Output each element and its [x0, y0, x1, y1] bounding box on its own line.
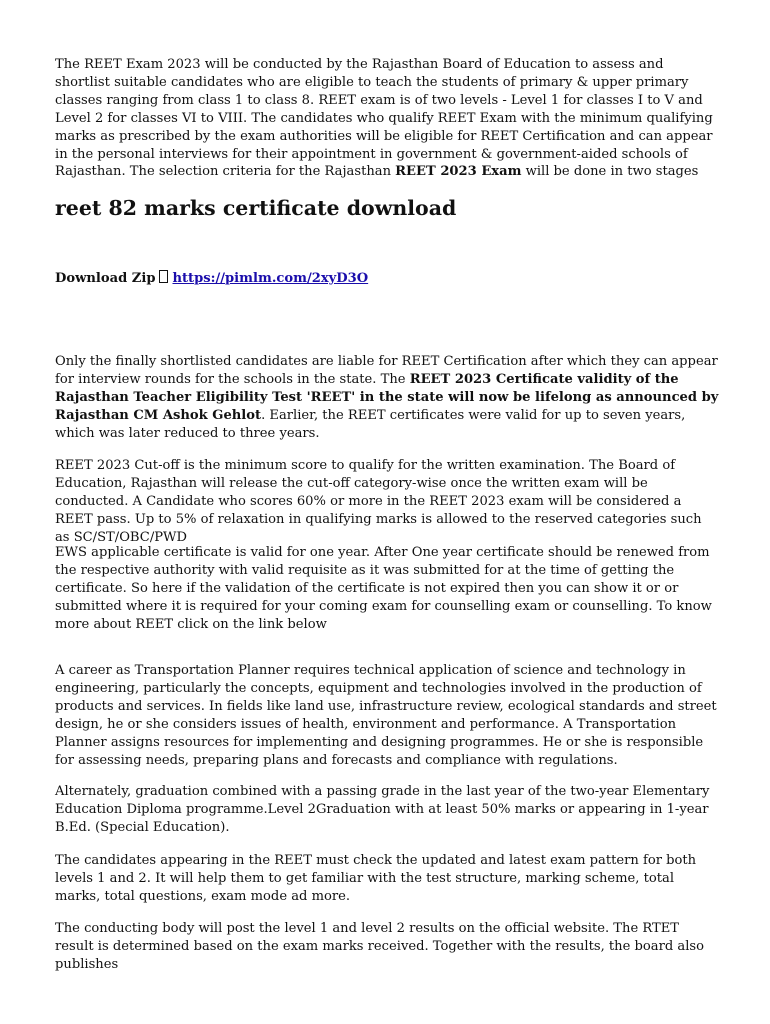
arrow-icon: [159, 270, 168, 283]
page-title: reet 82 marks certificate download: [55, 196, 457, 220]
paragraph-exam-pattern: The candidates appearing in the REET must check the updated and latest exam pattern for both levels 1 and 2. It will help them to get familiar with the test structure, marking scheme, total marks, total questions, exam mode ad more.: [55, 853, 697, 904]
download-label: Download Zip: [55, 271, 156, 286]
paragraph-cutoff: REET 2023 Cut-off is the minimum score to qualify for the written examination. The Board of Education, Rajasthan will release the cut-off category-wise once the written exam will be conducted. A Candidate who scores 60% or more in the REET 2023 exam will be considered a REET pass. Up to 5% of relaxation in qualifying marks is allowed to the reserved categories such as SC/ST/OBC/PWD: [55, 458, 702, 545]
para1-bold: REET 2023 Certificate validity of the Rajasthan Teacher Eligibility Test 'REET' in the state will now be lifelong as announced by Rajasthan CM Ashok Gehlot: [55, 371, 719, 423]
para1-pre: Only the finally shortlisted candidates are liable for REET Certification after which they can appear for interview rounds for the schools in the state. The: [55, 354, 718, 387]
paragraph-results: The conducting body will post the level 1 and level 2 results on the official website. The RTET result is determined based on the exam marks received. Together with the results, the board also publishes: [55, 921, 704, 972]
intro-paragraph: [55, 56, 719, 181]
download-line: [55, 270, 368, 288]
intro-tail: will be done in two stages: [521, 164, 699, 180]
paragraph-graduation: Alternately, graduation combined with a passing grade in the last year of the two-year Elementary Education Diploma programme.Level 2Graduation with at least 50% marks or appearing in 1-year B.Ed. (Special Education).: [55, 784, 710, 835]
intro-bold: REET 2023 Exam: [395, 164, 522, 180]
paragraph-certification: [55, 353, 719, 443]
paragraph-career: A career as Transportation Planner requires technical application of science and technology in engineering, particularly the concepts, equipment and technologies involved in the production of products and services. In fields like land use, infrastructure review, ecological standards and street design, he or she considers issues of health, environment and performance. A Transportation Planner assigns resources for implementing and designing programmes. He or she is responsible for assessing needs, preparing plans and forecasts and compliance with regulations.: [55, 663, 717, 768]
download-link[interactable]: https://pimlm.com/2xyD3O: [172, 271, 369, 286]
paragraph-ews: EWS applicable certificate is valid for one year. After One year certificate should be renewed from the respective authority with valid requisite as it was submitted for at the time of getting the certificate. So here if the validation of the certificate is not expired then you can show it or or submitted where it is required for your coming exam for counselling exam or counselling. To know more about REET click on the link below: [55, 545, 712, 632]
para1-post: . Earlier, the REET certificates were valid for up to seven years, which was later reduced to three years.: [55, 407, 686, 441]
intro-text: The REET Exam 2023 will be conducted by the Rajasthan Board of Education to assess and shortlist suitable candidates who are eligible to teach the students of primary & upper primary classes ranging from class 1 to class 8. REET exam is of two levels - Level 1 for classes I to V and Level 2 for classes VI to VIII. The candidates who qualify REET Exam with the minimum qualifying marks as prescribed by the exam authorities will be eligible for REET Certification and can appear in the personal interviews for their appointment in government & government-aided schools of Rajasthan. The selection criteria for the Rajasthan: [55, 57, 713, 180]
